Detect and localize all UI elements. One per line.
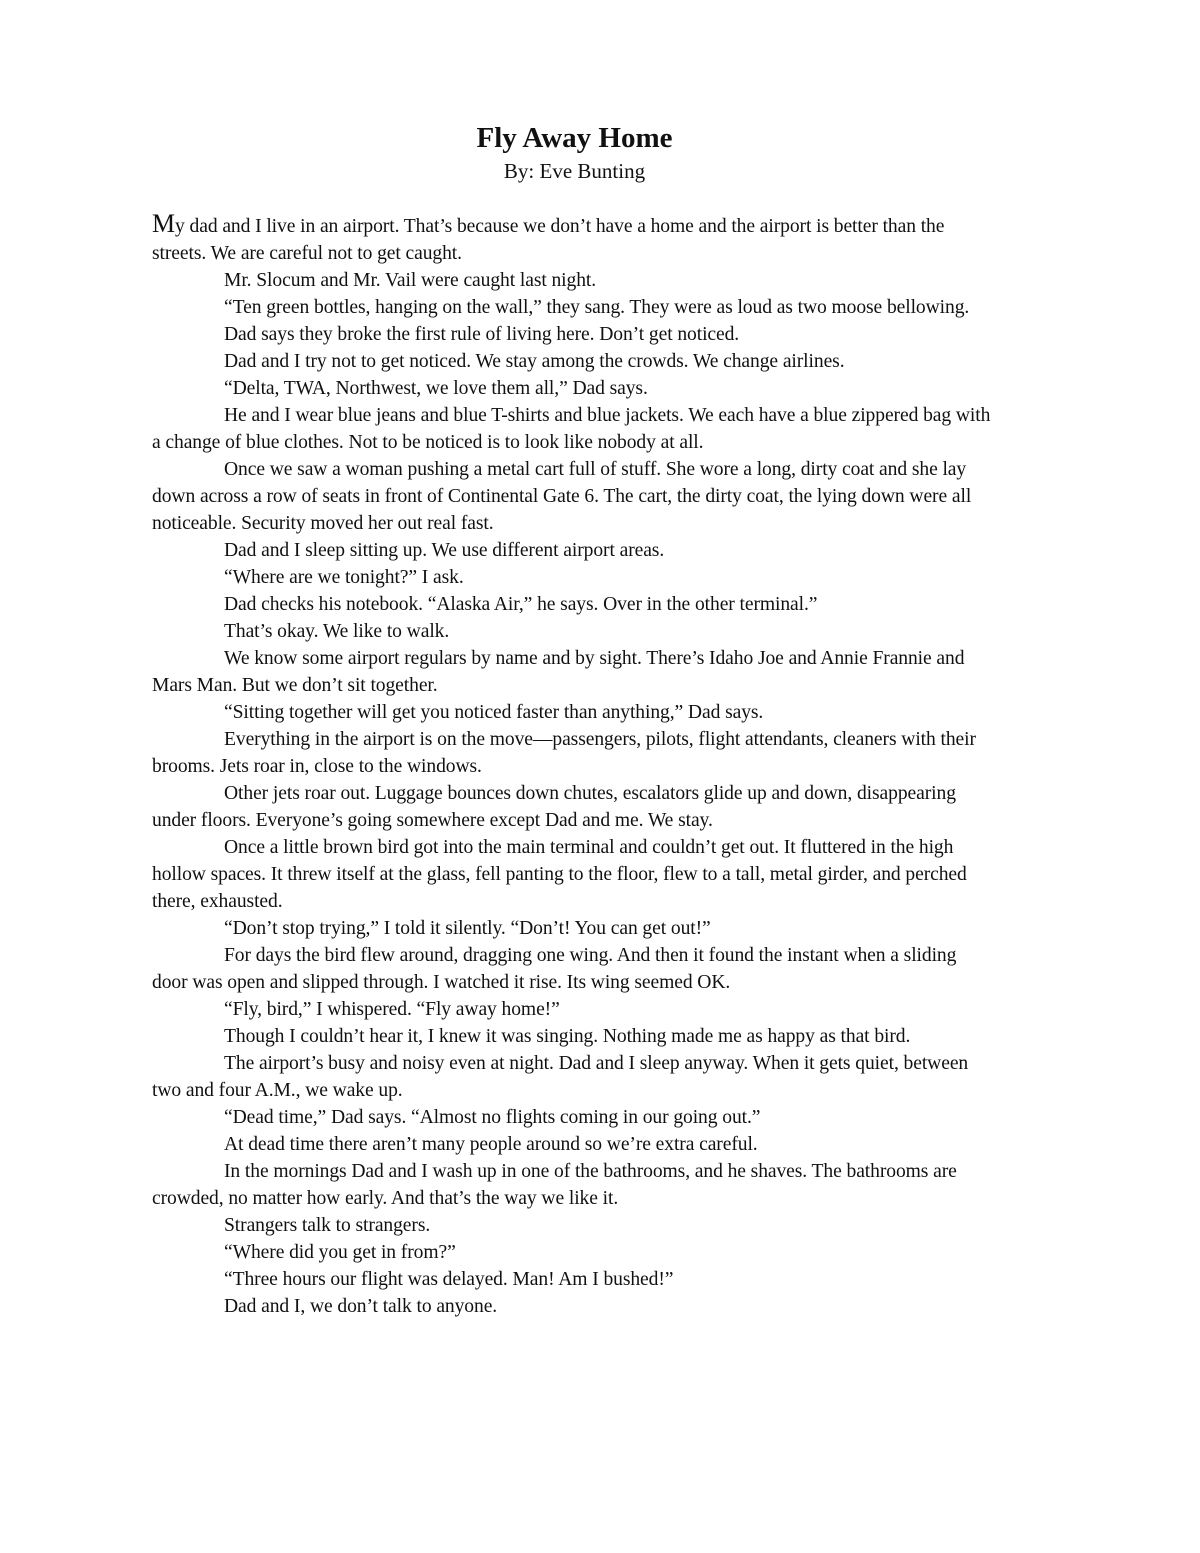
story-paragraph: He and I wear blue jeans and blue T-shirts and blue jackets. We each have a blue zippered bag with a change of blue clothes. Not to be noticed is to look like nobody at all. [152,405,991,453]
story-paragraph: Dad and I, we don’t talk to anyone. [224,1296,498,1317]
story-paragraph: Though I couldn’t hear it, I knew it was singing. Nothing made me as happy as that bird. [224,1026,911,1047]
story-paragraph: Mr. Slocum and Mr. Vail were caught last night. [224,270,597,291]
story-paragraph: Once we saw a woman pushing a metal cart full of stuff. She wore a long, dirty coat and she lay down across a row of seats in front of Continental Gate 6. The cart, the dirty coat, the lying down were all noticeable. Security moved her out real fast. [152,459,972,534]
story-paragraph: Dad checks his notebook. “Alaska Air,” he says. Over in the other terminal.” [224,594,818,615]
story-paragraph [152,210,992,267]
story-body [152,210,992,1320]
story-paragraph: “Delta, TWA, Northwest, we love them all,” Dad says. [224,378,648,399]
drop-cap: M [152,209,176,238]
document-title: Fly Away Home [476,122,673,154]
story-paragraph: “Ten green bottles, hanging on the wall,” they sang. They were as loud as two moose bellowing. [224,297,970,318]
story-paragraph: “Where are we tonight?” I ask. [224,567,464,588]
story-paragraph: Other jets roar out. Luggage bounces down chutes, escalators glide up and down, disappearing under floors. Everyone’s going somewhere except Dad and me. We stay. [152,783,956,831]
story-paragraph: Strangers talk to strangers. [224,1215,431,1236]
story-paragraph: “Don’t stop trying,” I told it silently. “Don’t! You can get out!” [224,918,711,939]
story-paragraph: Dad and I sleep sitting up. We use different airport areas. [224,540,665,561]
story-paragraph: “Dead time,” Dad says. “Almost no flights coming in our going out.” [224,1107,761,1128]
story-paragraph: We know some airport regulars by name and by sight. There’s Idaho Joe and Annie Frannie and Mars Man. But we don’t sit together. [152,648,965,696]
story-paragraph: Once a little brown bird got into the main terminal and couldn’t get out. It fluttered in the high hollow spaces. It threw itself at the glass, fell panting to the floor, flew to a tall, metal girder, and perched there, exhausted. [152,837,967,912]
story-paragraph: “Fly, bird,” I whispered. “Fly away home!” [224,999,560,1020]
story-paragraph: Dad and I try not to get noticed. We stay among the crowds. We change airlines. [224,351,845,372]
story-paragraph: Dad says they broke the first rule of living here. Don’t get noticed. [224,324,740,345]
story-paragraph: “Three hours our flight was delayed. Man! Am I bushed!” [224,1269,674,1290]
story-paragraph: “Sitting together will get you noticed faster than anything,” Dad says. [224,702,764,723]
story-paragraph: For days the bird flew around, dragging one wing. And then it found the instant when a sliding door was open and slipped through. I watched it rise. Its wing seemed OK. [152,945,957,993]
story-paragraph: The airport’s busy and noisy even at night. Dad and I sleep anyway. When it gets quiet, between two and four A.M., we wake up. [152,1053,969,1101]
story-paragraph: At dead time there aren’t many people around so we’re extra careful. [224,1134,758,1155]
first-paragraph-text: y dad and I live in an airport. That’s because we don’t have a home and the airport is better than the streets. We are careful not to get caught. [152,216,945,264]
story-paragraph: In the mornings Dad and I wash up in one of the bathrooms, and he shaves. The bathrooms are crowded, no matter how early. And that’s the way we like it. [152,1161,957,1209]
story-paragraph: Everything in the airport is on the move—passengers, pilots, flight attendants, cleaners with their brooms. Jets roar in, close to the windows. [152,729,976,777]
story-paragraph: That’s okay. We like to walk. [224,621,450,642]
document-header [0,118,1149,184]
story-paragraph: “Where did you get in from?” [224,1242,456,1263]
document-byline: By: Eve Bunting [503,159,646,183]
